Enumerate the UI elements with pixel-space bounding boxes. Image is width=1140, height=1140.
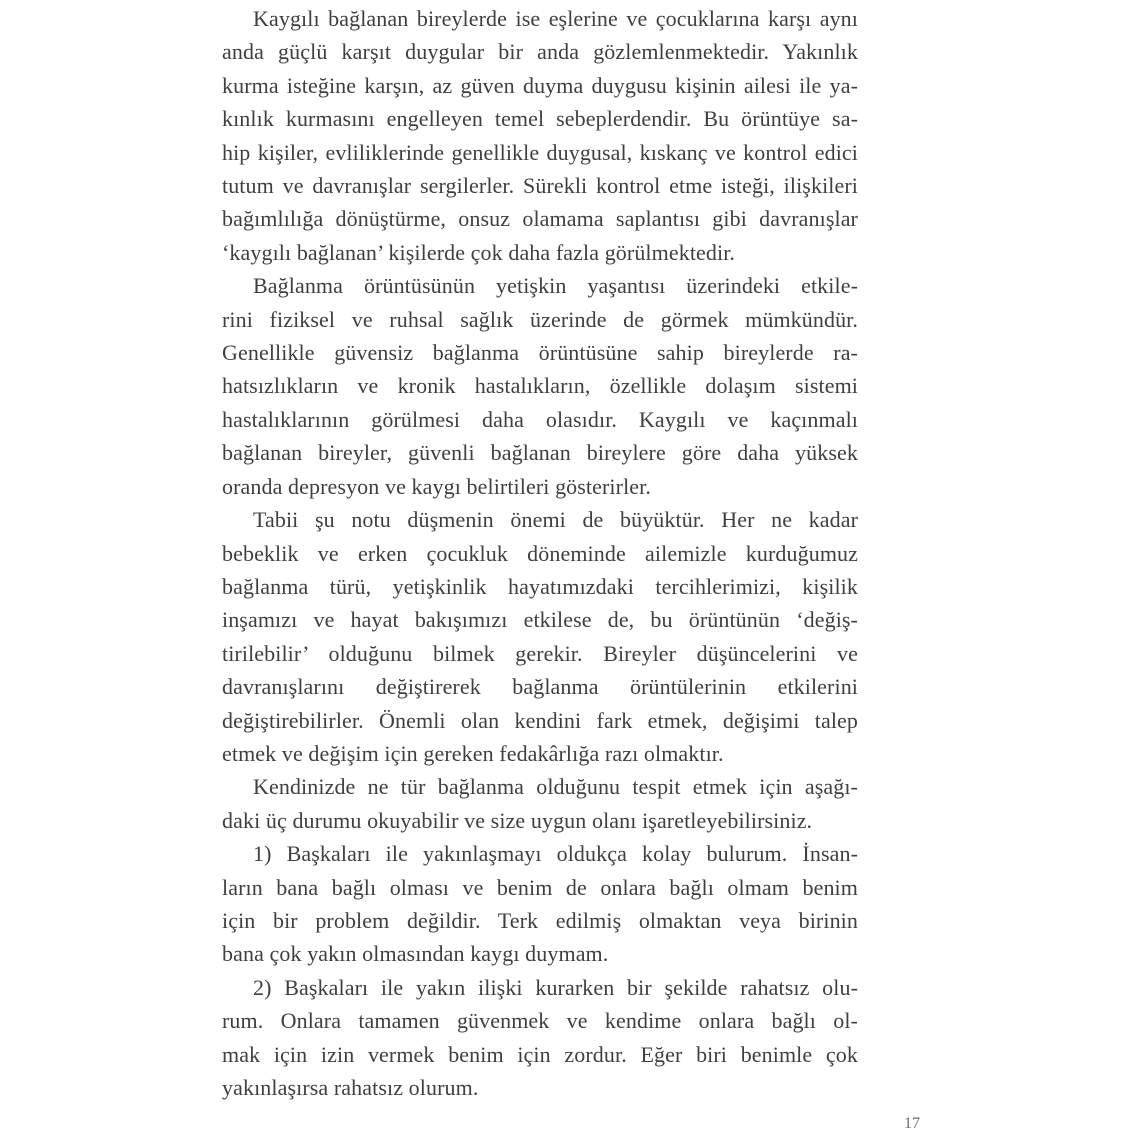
text-line: kınlık kurmasını engelleyen temel sebeplerdendir. Bu örüntüye sa- bbox=[222, 106, 858, 132]
text-line: hip kişiler, evliliklerinde genellikle duygusal, kıskanç ve kontrol edici bbox=[222, 139, 858, 165]
text-line: inşamızı ve hayat bakışımızı etkilese de, bu örüntünün ‘değiş- bbox=[222, 607, 858, 633]
text-line: daki üç durumu okuyabilir ve size uygun olanı işaretleyebilirsiniz. bbox=[222, 807, 813, 833]
text-line: hatsızlıkların ve kronik hastalıkların, özellikle dolaşım sistemi bbox=[222, 373, 858, 399]
text-line: ların bana bağlı olması ve benim de onlara bağlı olmam benim bbox=[222, 874, 858, 900]
text-line: 1) Başkaları ile yakınlaşmayı oldukça kolay bulurum. İnsan- bbox=[253, 841, 858, 867]
text-line: oranda depresyon ve kaygı belirtileri gösterirler. bbox=[222, 473, 651, 499]
body-text bbox=[222, 2, 858, 1104]
text-line: rini fiziksel ve ruhsal sağlık üzerinde de görmek mümkündür. bbox=[222, 306, 858, 332]
text-line: bağımlılığa dönüştürme, onsuz olamama saplantısı gibi davranışlar bbox=[222, 206, 858, 232]
text-line: değiştirebilirler. Önemli olan kendini fark etmek, değişimi talep bbox=[222, 707, 858, 733]
text-line: kurma isteğine karşın, az güven duyma duygusu kişinin ailesi ile ya- bbox=[222, 72, 858, 98]
text-line: davranışlarını değiştirerek bağlanma örüntülerinin etkilerini bbox=[222, 674, 858, 700]
text-line: bebeklik ve erken çocukluk döneminde ailemizle kurduğumuz bbox=[222, 540, 858, 566]
text-line: bağlanma türü, yetişkinlik hayatımızdaki tercihlerimizi, kişilik bbox=[222, 573, 858, 599]
text-line: Tabii şu notu düşmenin önemi de büyüktür. Her ne kadar bbox=[253, 507, 858, 533]
text-line: Kaygılı bağlanan bireylerde ise eşlerine ve çocuklarına karşı aynı bbox=[253, 6, 858, 31]
text-line: tutum ve davranışlar sergilerler. Sürekli kontrol etme isteği, ilişkileri bbox=[222, 173, 858, 199]
text-line: etmek ve değişim için gereken fedakârlığa razı olmaktır. bbox=[222, 740, 724, 766]
page-number: 17 bbox=[904, 1115, 920, 1132]
text-line: tirilebilir’ olduğunu bilmek gerekir. Bireyler düşüncelerini ve bbox=[222, 640, 858, 666]
text-line: ‘kaygılı bağlanan’ kişilerde çok daha fazla görülmektedir. bbox=[222, 239, 736, 265]
text-line: yakınlaşırsa rahatsız olurum. bbox=[222, 1075, 479, 1100]
text-line: hastalıklarının görülmesi daha olasıdır. Kaygılı ve kaçınmalı bbox=[222, 406, 858, 432]
text-line: Bağlanma örüntüsünün yetişkin yaşantısı üzerindeki etkile- bbox=[253, 273, 858, 299]
text-line: rum. Onlara tamamen güvenmek ve kendime onlara bağlı ol- bbox=[222, 1008, 858, 1034]
text-line: mak için izin vermek benim için zordur. Eğer biri benimle çok bbox=[222, 1041, 858, 1067]
text-line: için bir problem değildir. Terk edilmiş olmaktan veya birinin bbox=[222, 907, 858, 933]
text-line: bağlanan bireyler, güvenli bağlanan bireylere göre daha yüksek bbox=[222, 440, 858, 466]
text-line: Genellikle güvensiz bağlanma örüntüsüne sahip bireylerde ra- bbox=[222, 340, 858, 366]
text-line: Kendinizde ne tür bağlanma olduğunu tespit etmek için aşağı- bbox=[253, 774, 858, 800]
text-line: bana çok yakın olmasından kaygı duymam. bbox=[222, 941, 609, 967]
text-line: 2) Başkaları ile yakın ilişki kurarken bir şekilde rahatsız olu- bbox=[253, 974, 858, 1000]
text-line: anda güçlü karşıt duygular bir anda gözlemlenmektedir. Yakınlık bbox=[222, 39, 858, 65]
